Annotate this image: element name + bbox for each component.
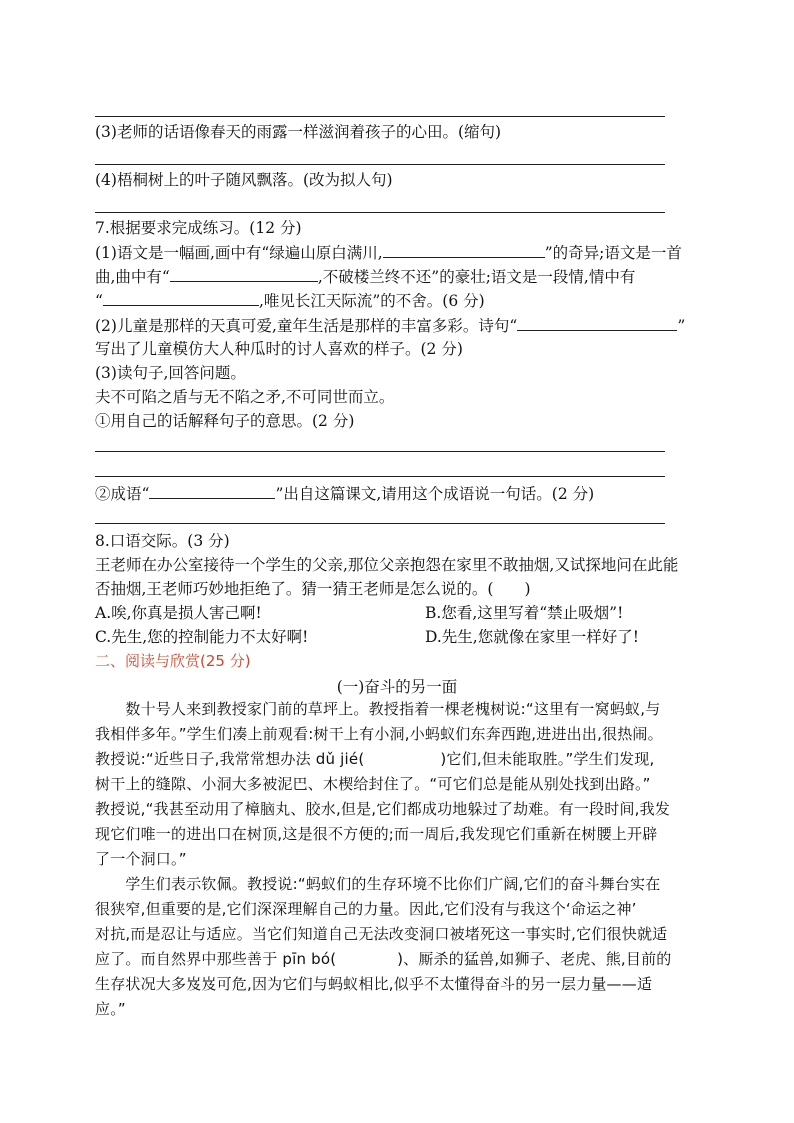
- q8-option-d[interactable]: D.先生,您就像在家里一样好了!: [425, 628, 639, 646]
- q7-p3-sub2-text-b: ”出自这篇课文,请用这个成语说一句话。(2 分): [275, 485, 595, 503]
- fill-blank[interactable]: [103, 289, 259, 306]
- answer-line[interactable]: [95, 451, 665, 452]
- q7-p1-text-c: 曲,曲中有“: [95, 268, 170, 286]
- passage-line: 很狭窄,但重要的是,它们深深理解自己的力量。因此,它们没有与我这个‘命运之神’: [95, 900, 637, 918]
- answer-line[interactable]: [95, 476, 665, 477]
- passage-line: 了一个洞口。”: [95, 850, 187, 868]
- passage-title: (一)奋斗的另一面: [336, 678, 458, 696]
- q7-p2-line1: [95, 314, 685, 337]
- passage-line: 教授说,“我甚至动用了樟脑丸、胶水,但是,它们都成功地躲过了劫难。有一段时间,我发: [95, 800, 671, 818]
- q8-stem-line1: 王老师在办公室接待一个学生的父亲,那位父亲抱怨在家里不敢抽烟,又试探地问在此能: [95, 556, 679, 574]
- fill-blank[interactable]: [383, 241, 545, 258]
- passage-line: 教授说:“近些日子,我常常想办法 dǔ jié( )它们,但未能取胜。”学生们发现,: [95, 750, 655, 768]
- q8-title: 8.口语交际。(3 分): [95, 532, 230, 550]
- q7-title: 7.根据要求完成练习。(12 分): [95, 219, 302, 237]
- passage-line: 数十号人来到教授家门前的草坪上。教授指着一棵老槐树说:“这里有一窝蚂蚁,与: [95, 700, 661, 718]
- passage-line: 应。”: [95, 1000, 126, 1018]
- q7-p1-text-f: ,唯见长江天际流”的不舍。(6 分): [258, 292, 485, 310]
- q7-p3-quote: 夫不可陷之盾与无不陷之矛,不可同世而立。: [95, 388, 395, 406]
- q7-p2-text-b: ”: [677, 317, 686, 335]
- q7-p3-heading: (3)读句子,回答问题。: [95, 364, 246, 382]
- q8-option-a[interactable]: A.唉,你真是损人害己啊!: [95, 604, 262, 622]
- q7-p2-text-a: (2)儿童是那样的天真可爱,童年生活是那样的丰富多彩。诗句“: [95, 317, 518, 335]
- q8-option-c[interactable]: C.先生,您的控制能力不太好啊!: [95, 628, 309, 646]
- q7-p3-sub1: ①用自己的话解释句子的意思。(2 分): [95, 412, 355, 430]
- q7-p1-line1: [95, 241, 682, 264]
- passage-line: 应了。而自然界中那些善于 pīn bó( )、厮杀的猛兽,如狮子、老虎、熊,目前的: [95, 950, 672, 968]
- answer-line[interactable]: [95, 523, 665, 524]
- fill-blank[interactable]: [170, 265, 318, 282]
- passage-line: 对抗,而是忍让与适应。当它们知道自己无法改变洞口被堵死这一事实时,它们很快就适: [95, 925, 668, 943]
- fill-blank[interactable]: [517, 314, 677, 331]
- q8-option-b[interactable]: B.您看,这里写着“禁止吸烟”!: [425, 604, 624, 622]
- q6-item4: (4)梧桐树上的叶子随风飘落。(改为拟人句): [95, 171, 393, 189]
- answer-line[interactable]: [95, 212, 665, 213]
- passage-line: 树干上的缝隙、小洞大多被泥巴、木楔给封住了。“可它们总是能从别处找到出路。”: [95, 775, 651, 793]
- fill-blank[interactable]: [149, 482, 275, 499]
- q7-p3-sub2: [95, 482, 594, 505]
- section-heading: 二、阅读与欣赏(25 分): [95, 652, 251, 670]
- q7-p1-line3: [95, 289, 485, 312]
- q6-item3: (3)老师的话语像春天的雨露一样滋润着孩子的心田。(缩句): [95, 123, 502, 141]
- q7-p1-text-a: (1)语文是一幅画,画中有“绿遍山原白满川,: [95, 244, 383, 262]
- q7-p1-line2: [95, 265, 635, 288]
- passage-line: 学生们表示钦佩。教授说:“蚂蚁们的生存环境不比你们广阔,它们的奋斗舞台实在: [95, 875, 661, 893]
- answer-line[interactable]: [95, 116, 665, 117]
- q8-stem-line2: 否抽烟,王老师巧妙地拒绝了。猜一猜王老师是怎么说的。( ): [95, 580, 531, 598]
- q7-p3-sub2-text-a: ②成语“: [95, 485, 150, 503]
- passage-line: 生存状况大多岌岌可危,因为它们与蚂蚁相比,似乎不太懂得奋斗的另一层力量——适: [95, 975, 653, 993]
- answer-line[interactable]: [95, 164, 665, 165]
- q7-p1-text-d: ,不破楼兰终不还”的豪壮;语文是一段情,情中有: [317, 268, 636, 286]
- q7-p2-line2: 写出了儿童模仿大人种瓜时的讨人喜欢的样子。(2 分): [95, 340, 463, 358]
- q7-p1-text-b: ”的奇异;语文是一首: [544, 244, 682, 262]
- passage-body: [95, 697, 689, 1022]
- q7-p1-text-e: “: [95, 292, 103, 310]
- passage-line: 我相伴多年。”学生们凑上前观看:树干上有小洞,小蚂蚁们东奔西跑,进进出出,很热闹。: [95, 725, 663, 743]
- passage-line: 现它们唯一的进出口在树顶,这是很不方便的;而一周后,我发现它们重新在树腰上开辟: [95, 825, 658, 843]
